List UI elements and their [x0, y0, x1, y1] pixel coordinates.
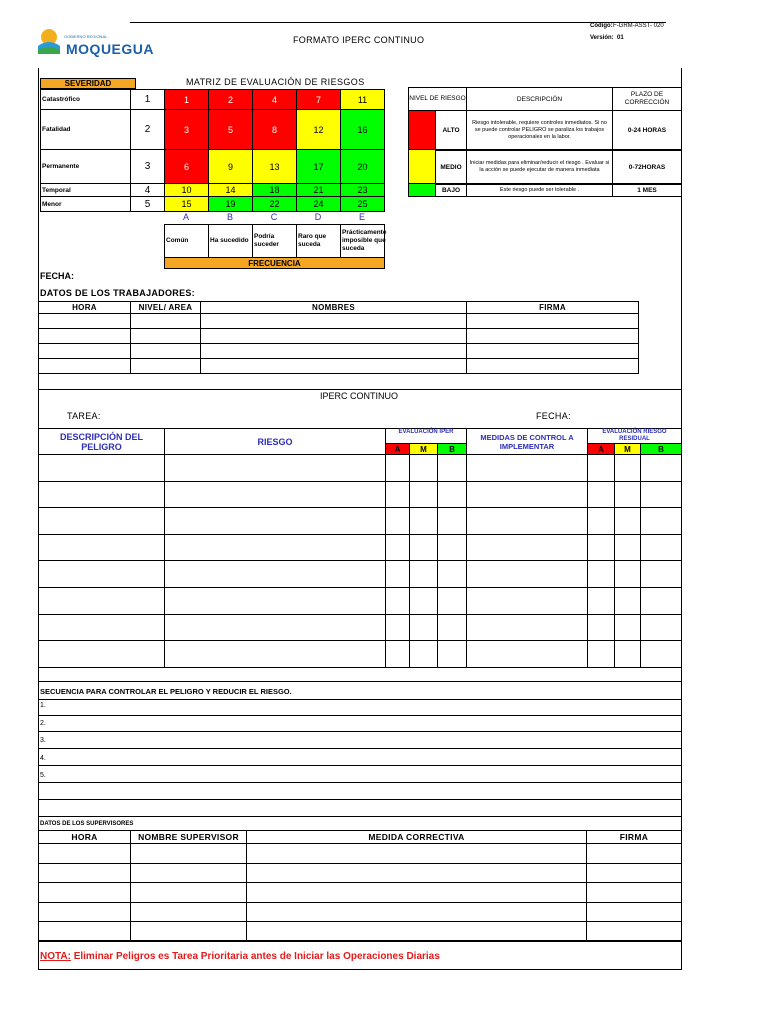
sequence-item: 5. [40, 772, 46, 779]
iperc-table-cell [164, 507, 386, 535]
iperc-table-cell [409, 587, 438, 615]
workers-table-cell [38, 343, 131, 359]
workers-table-cell [38, 313, 131, 329]
note [40, 951, 440, 962]
supervisors-table-cell [246, 921, 587, 942]
logo [36, 26, 154, 62]
severity-number: 2 [130, 109, 165, 150]
matrix-cell: 13 [252, 149, 297, 184]
legend-level: MEDIO [435, 149, 467, 185]
legend-level: ALTO [435, 110, 467, 151]
iperc-table-cell [409, 534, 438, 562]
codigo-value: F-GRM-ASST- 020 [613, 23, 664, 29]
matrix-cell: 20 [340, 149, 385, 184]
matrix-cell: 6 [164, 149, 209, 184]
workers-column-header: NIVEL/ AREA [130, 301, 201, 314]
iperc-table-cell [385, 481, 410, 509]
frequency-letter: E [358, 212, 365, 222]
workers-table-cell [466, 313, 639, 329]
sequence-item: 1. [40, 702, 46, 709]
legend-description: Iniciar medidas para eliminar/reducir el riesgo . Evaluar si la acción se puede ejecutar de manera inmediata [466, 149, 613, 185]
supervisors-table-cell [246, 902, 587, 923]
iperc-table-cell [437, 614, 467, 642]
iperc-table-cell [587, 614, 615, 642]
sequence-item: 4. [40, 754, 46, 762]
evaluation-level-m: M [409, 443, 438, 455]
logo-text: MOQUEGUA [66, 41, 154, 57]
legend-header-description: DESCRIPCIÓN [466, 87, 613, 111]
legend-plazo: 1 MES [612, 183, 682, 197]
iperc-table-cell [164, 454, 386, 482]
matrix-title: MATRIZ DE EVALUACIÓN DE RIESGOS [186, 77, 365, 87]
iperc-table-cell [164, 481, 386, 509]
sun-logo-icon [36, 26, 62, 56]
iperc-table-cell [437, 507, 467, 535]
matrix-cell: 5 [208, 109, 253, 150]
workers-table-cell [200, 358, 467, 374]
iperc-table-cell [385, 534, 410, 562]
sequence-line [38, 799, 682, 800]
iperc-table-cell [614, 534, 641, 562]
supervisors-section-label: DATOS DE LOS SUPERVISORES [40, 821, 134, 827]
frequency-description: Raro que suceda [296, 224, 341, 258]
matrix-cell: 21 [296, 183, 341, 197]
iperc-table-cell [385, 614, 410, 642]
iperc-table-cell [466, 481, 588, 509]
legend-plazo: 0-24 HORAS [612, 110, 682, 151]
workers-table-cell [130, 343, 201, 359]
fecha-label: FECHA: [40, 271, 74, 281]
workers-table-cell [130, 358, 201, 374]
iperc-table-cell [38, 560, 165, 588]
supervisors-table-cell [38, 902, 131, 923]
matrix-cell: 19 [208, 196, 253, 212]
iperc-table-cell [466, 454, 588, 482]
iperc-table-cell [385, 507, 410, 535]
iperc-table-cell [640, 587, 682, 615]
workers-table-cell [200, 328, 467, 344]
severity-number: 4 [130, 183, 165, 197]
frequency-description: Ha sucedido [208, 224, 253, 258]
evaluation-level-b: B [640, 443, 682, 455]
iperc-table-cell [38, 614, 165, 642]
iperc-table-cell [640, 481, 682, 509]
iperc-table-cell [587, 481, 615, 509]
severity-label: Fatalidad [40, 109, 131, 150]
workers-column-header: HORA [38, 301, 131, 314]
workers-table-cell [130, 328, 201, 344]
iperc-table-cell [614, 640, 641, 668]
matrix-cell: 24 [296, 196, 341, 212]
matrix-cell: 8 [252, 109, 297, 150]
iperc-table-cell [614, 507, 641, 535]
matrix-cell: 23 [340, 183, 385, 197]
legend-level: BAJO [435, 183, 467, 197]
workers-section-label: DATOS DE LOS TRABAJADORES: [40, 288, 195, 298]
iperc-table-cell [437, 560, 467, 588]
iperc-table-cell [437, 587, 467, 615]
matrix-cell: 2 [208, 89, 253, 110]
iperc-table-cell [437, 534, 467, 562]
iperc-table-cell [385, 587, 410, 615]
workers-table-cell [200, 343, 467, 359]
sequence-line [38, 699, 682, 700]
iperc-table-cell [640, 640, 682, 668]
legend-description: Este riesgo puede ser tolerable . [466, 183, 613, 197]
iperc-table-cell [38, 534, 165, 562]
note-text: Eliminar Peligros es Tarea Prioritaria antes de Iniciar las Operaciones Diarias [73, 951, 440, 962]
iperc-table-cell [38, 587, 165, 615]
iperc-table-cell [409, 507, 438, 535]
workers-table-cell [38, 328, 131, 344]
severity-label: Catastrófico [40, 89, 131, 110]
column-medidas: MEDIDAS DE CONTROL A IMPLEMENTAR [466, 428, 588, 455]
workers-table-cell [200, 313, 467, 329]
iperc-table-cell [409, 560, 438, 588]
iperc-table-cell [409, 640, 438, 668]
legend-color-swatch [408, 183, 436, 197]
iperc-table-cell [385, 640, 410, 668]
iperc-table-cell [385, 560, 410, 588]
legend-header-plazo: PLAZO DE CORRECCIÓN [612, 87, 682, 111]
iperc-table-cell [466, 614, 588, 642]
legend-description: Riesgo intolerable, requiere controles inmediatos. Si no se puede controlar PELIGRO se paraliza los trabajos operacionales en la labor. [466, 110, 613, 151]
workers-column-header: FIRMA [466, 301, 639, 314]
iperc-table-cell [587, 560, 615, 588]
supervisors-column-header: NOMBRE SUPERVISOR [130, 830, 247, 844]
matrix-cell: 17 [296, 149, 341, 184]
frequency-description: Podría suceder [252, 224, 297, 258]
document-title: FORMATO IPERC CONTINUO [293, 35, 425, 45]
severity-number: 3 [130, 149, 165, 184]
iperc-table-cell [640, 454, 682, 482]
supervisors-table-cell [586, 843, 682, 864]
iperc-table-cell [437, 454, 467, 482]
supervisors-table-cell [246, 843, 587, 864]
supervisors-table-cell [130, 921, 247, 942]
iperc-table-cell [614, 587, 641, 615]
iperc-table-cell [38, 507, 165, 535]
sequence-line [38, 782, 682, 783]
iperc-table-cell [437, 481, 467, 509]
matrix-cell: 11 [340, 89, 385, 110]
supervisors-column-header: FIRMA [586, 830, 682, 844]
iperc-table-cell [409, 481, 438, 509]
iperc-table-cell [38, 481, 165, 509]
supervisors-table-cell [130, 843, 247, 864]
matrix-cell: 25 [340, 196, 385, 212]
iperc-table-cell [587, 587, 615, 615]
sequence-line [38, 715, 682, 716]
column-riesgo: RIESGO [164, 428, 386, 455]
supervisors-table-cell [586, 921, 682, 942]
iperc-table-cell [466, 640, 588, 668]
sequence-line [38, 748, 682, 749]
iperc-table-cell [164, 640, 386, 668]
iperc-title: IPERC CONTINUO [320, 391, 399, 401]
version-label: Versión: [590, 35, 614, 41]
iperc-table-cell [466, 507, 588, 535]
iperc-table-cell [640, 614, 682, 642]
iperc-table-cell [466, 534, 588, 562]
iperc-table-cell [164, 587, 386, 615]
severity-number: 1 [130, 89, 165, 110]
frequency-description: Común [164, 224, 209, 258]
workers-table-cell [466, 328, 639, 344]
supervisors-table-cell [586, 882, 682, 903]
workers-table-cell [130, 313, 201, 329]
iperc-table-cell [640, 507, 682, 535]
iperc-table-cell [587, 507, 615, 535]
iperc-table-cell [38, 454, 165, 482]
legend-header-level: NIVEL DE RIESGO [408, 87, 467, 111]
matrix-cell: 9 [208, 149, 253, 184]
workers-column-header: NOMBRES [200, 301, 467, 314]
workers-table-cell [466, 343, 639, 359]
iperc-fecha-label: FECHA: [536, 411, 571, 421]
iperc-table-cell [38, 640, 165, 668]
legend-color-swatch [408, 110, 436, 151]
evaluation-level-m: M [614, 443, 641, 455]
iperc-table-cell [640, 534, 682, 562]
frequency-letter: B [226, 212, 233, 222]
iperc-table-cell [614, 481, 641, 509]
iperc-table-cell [614, 454, 641, 482]
supervisors-table-cell [246, 882, 587, 903]
iperc-table-cell [466, 587, 588, 615]
logo-subtext: GOBIERNO REGIONAL [64, 34, 108, 39]
legend-color-swatch [408, 149, 436, 185]
severity-header: SEVERIDAD [40, 78, 136, 89]
iperc-table-cell [587, 640, 615, 668]
workers-table-cell [466, 358, 639, 374]
sequence-title: SECUENCIA PARA CONTROLAR EL PELIGRO Y REDUCIR EL RIESGO. [40, 687, 292, 696]
frequency-letter: D [314, 212, 322, 222]
tarea-label: TAREA: [67, 411, 101, 421]
iperc-table-cell [437, 640, 467, 668]
matrix-cell: 12 [296, 109, 341, 150]
frequency-letter: A [182, 212, 189, 222]
frequency-letter: C [270, 212, 278, 222]
supervisors-table-cell [586, 863, 682, 884]
matrix-cell: 18 [252, 183, 297, 197]
matrix-cell: 1 [164, 89, 209, 110]
iperc-table-cell [587, 454, 615, 482]
matrix-cell: 15 [164, 196, 209, 212]
iperc-table-cell [587, 534, 615, 562]
legend-plazo: 0-72HORAS [612, 149, 682, 185]
iperc-table-cell [164, 614, 386, 642]
frequency-description: Prácticamente imposible que suceda [340, 224, 385, 258]
evaluation-level-b: B [437, 443, 467, 455]
column-riesgo-residual: EVALUACIÓN RIESGO RESIDUAL [587, 428, 682, 444]
supervisors-table-cell [130, 902, 247, 923]
matrix-cell: 22 [252, 196, 297, 212]
iperc-table-cell [614, 614, 641, 642]
supervisors-table-cell [38, 921, 131, 942]
evaluation-level-a: A [385, 443, 410, 455]
iperc-table-cell [164, 560, 386, 588]
matrix-cell: 7 [296, 89, 341, 110]
supervisors-column-header: MEDIDA CORRECTIVA [246, 830, 587, 844]
workers-table-cell [38, 358, 131, 374]
matrix-cell: 14 [208, 183, 253, 197]
iperc-table-cell [466, 560, 588, 588]
sequence-item: 2. [40, 719, 46, 727]
version-value: 01 [617, 35, 624, 41]
note-label: NOTA: [40, 951, 71, 962]
iperc-table-cell [640, 560, 682, 588]
matrix-cell: 16 [340, 109, 385, 150]
severity-label: Permanente [40, 149, 131, 184]
sequence-item: 3. [40, 737, 46, 744]
sequence-line [38, 765, 682, 766]
evaluation-level-a: A [587, 443, 615, 455]
column-peligro: DESCRIPCIÓN DEL PELIGRO [38, 428, 165, 455]
iperc-table-cell [614, 560, 641, 588]
severity-label: Menor [40, 196, 131, 212]
supervisors-table-cell [38, 843, 131, 864]
matrix-cell: 3 [164, 109, 209, 150]
supervisors-table-cell [38, 882, 131, 903]
codigo-label: Código: [590, 23, 613, 29]
iperc-table-cell [385, 454, 410, 482]
supervisors-table-cell [38, 863, 131, 884]
frequency-label: FRECUENCIA [164, 257, 385, 269]
matrix-cell: 4 [252, 89, 297, 110]
supervisors-table-cell [586, 902, 682, 923]
supervisors-table-cell [130, 863, 247, 884]
column-evaluacion-iper: EVALUACIÓN IPER [385, 428, 467, 444]
iperc-table-cell [409, 614, 438, 642]
supervisors-table-cell [130, 882, 247, 903]
supervisors-table-cell [246, 863, 587, 884]
sequence-line [38, 816, 682, 817]
matrix-cell: 10 [164, 183, 209, 197]
severity-number: 5 [130, 196, 165, 212]
iperc-table-cell [409, 454, 438, 482]
severity-label: Temporal [40, 183, 131, 197]
supervisors-column-header: HORA [38, 830, 131, 844]
sequence-line [38, 731, 682, 732]
iperc-table-cell [164, 534, 386, 562]
